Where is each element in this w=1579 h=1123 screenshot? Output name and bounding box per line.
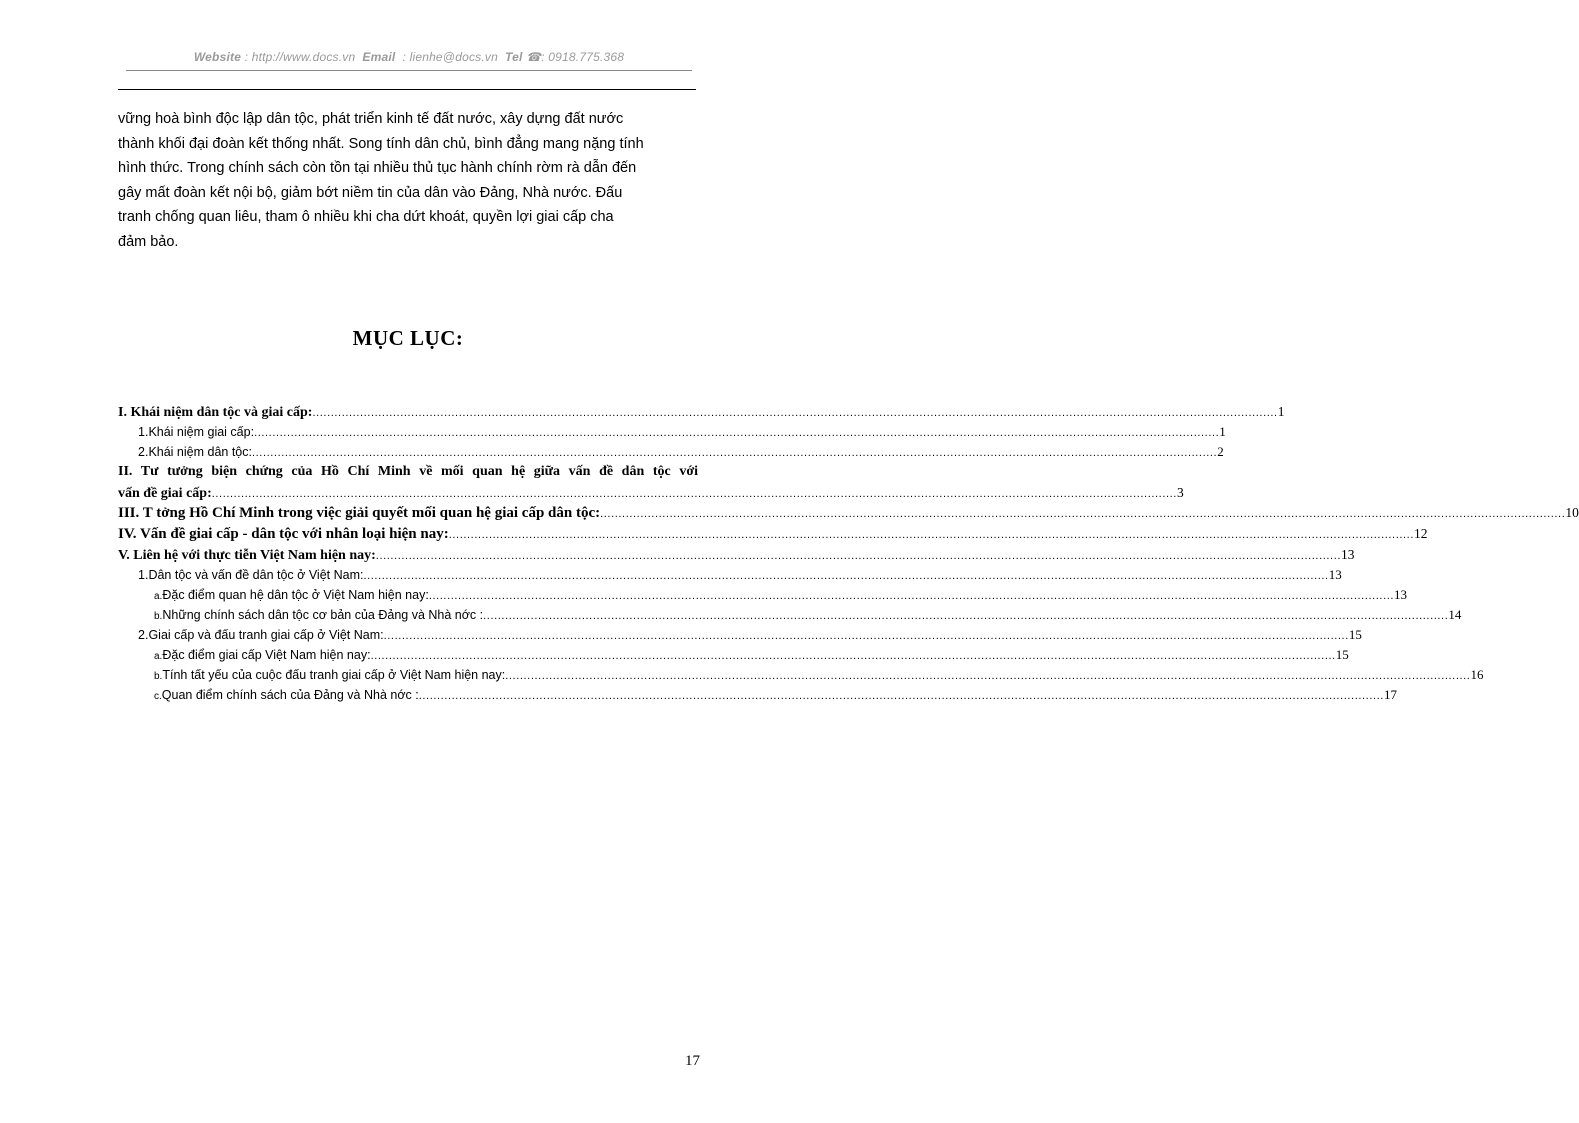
toc-entry[interactable]	[118, 424, 1226, 444]
toc-entry-number: 1.	[138, 425, 149, 439]
body-paragraph	[118, 107, 698, 254]
toc-entry[interactable]	[118, 627, 1362, 647]
body-line: hình thức. Trong chính sách còn tồn tại nhiều thủ tục hành chính rờm rà dẫn đến	[118, 160, 637, 176]
toc-entry-page: 1	[1219, 424, 1226, 439]
toc-entry-label: V. Liên hệ với thực tiễn Việt Nam hiện nay:	[118, 548, 376, 563]
toc-leader	[483, 608, 1448, 622]
toc-entry-number: 2.	[138, 445, 149, 459]
toc-entry-number: a.	[154, 591, 163, 602]
page-header	[126, 50, 692, 64]
table-of-contents	[118, 404, 1579, 707]
toc-entry-page: 15	[1335, 647, 1349, 662]
toc-entry[interactable]	[118, 444, 1224, 464]
body-line: đảm bảo.	[118, 233, 179, 250]
tel-value: : 0918.775.368	[541, 50, 625, 64]
toc-entry-number: 2.	[138, 628, 149, 642]
phone-icon: ☎	[526, 50, 542, 64]
toc-entry-label: I. Khái niệm dân tộc và giai cấp:	[118, 405, 313, 420]
toc-leader	[252, 445, 1217, 459]
body-line: gây mất đoàn kết nội bộ, giảm bớt niềm tin của dân vào Đảng, Nhà nước. Đấu	[118, 184, 623, 201]
toc-leader	[429, 588, 1394, 602]
toc-entry-number: c.	[154, 691, 162, 702]
toc-entry[interactable]	[118, 667, 1484, 687]
tel-label: Tel	[505, 50, 523, 64]
toc-entry-label: vấn đề giai cấp:	[118, 486, 212, 501]
toc-entry-page: 3	[1176, 485, 1184, 500]
toc-leader	[376, 548, 1341, 564]
toc-entry[interactable]	[118, 587, 1408, 607]
toc-leader	[384, 628, 1349, 642]
toc-entry-first-line[interactable]: II. Tư tưởng biện chứng của Hồ Chí Minh về mối quan hệ giữa vấn đề dân tộc với	[118, 464, 698, 479]
toc-entry-page: 2	[1217, 444, 1224, 459]
toc-leader	[449, 526, 1414, 543]
body-line: vững hoà bình độc lập dân tộc, phát triển kinh tế đất nước, xây dựng đất nước	[118, 111, 624, 127]
toc-leader	[419, 688, 1384, 702]
toc-entry-label: III. T tởng Hồ Chí Minh trong việc giải quyết mối quan hệ giai cấp dân tộc:	[118, 505, 601, 521]
toc-entry-number: b.	[154, 611, 163, 622]
toc-entry-page: 13	[1341, 547, 1355, 562]
toc-entry-label: Tính tất yếu của cuộc đấu tranh giai cấp ở Việt Nam hiện nay:	[162, 668, 506, 682]
toc-entry-label: Đặc điểm quan hệ dân tộc ở Việt Nam hiện nay:	[162, 588, 429, 602]
toc-entry-label: IV. Vấn đề giai cấp - dân tộc với nhân loại hiện nay:	[118, 526, 449, 542]
toc-entry[interactable]	[118, 505, 1579, 526]
toc-entry-label: Quan điểm chính sách của Đảng và Nhà nớc :	[161, 688, 419, 702]
page-number: 17	[685, 1053, 700, 1069]
toc-leader	[363, 568, 1328, 582]
toc-entry-label: Đặc điểm giai cấp Việt Nam hiện nay:	[162, 648, 371, 662]
toc-leader	[254, 425, 1219, 439]
toc-title: MỤC LỤC:	[352, 326, 464, 350]
toc-entry-label: Giai cấp và đấu tranh giai cấp ở Việt Nam:	[148, 628, 384, 642]
toc-entry-page: 13	[1394, 587, 1408, 602]
toc-entry-page: 16	[1470, 667, 1484, 682]
website-label: Website	[193, 50, 242, 64]
toc-entry-page: 15	[1348, 627, 1362, 642]
header-rule	[126, 70, 692, 71]
toc-entry-page: 1	[1277, 404, 1285, 419]
toc-entry-label: Khái niệm giai cấp:	[148, 425, 255, 439]
body-line: thành khối đại đoàn kết thống nhất. Song tính dân chủ, bình đẳng mang nặng tính	[118, 135, 644, 152]
toc-entry[interactable]	[118, 687, 1397, 707]
email-value: : lienhe@docs.vn	[402, 50, 498, 64]
toc-leader	[600, 505, 1565, 522]
toc-entry-label: Những chính sách dân tộc cơ bản của Đảng và Nhà nớc :	[162, 608, 484, 622]
body-line: tranh chống quan liêu, tham ô nhiều khi cha dứt khoát, quyền lợi giai cấp cha	[118, 209, 614, 225]
toc-entry-page: 14	[1448, 607, 1462, 622]
toc-entry-number: a.	[154, 651, 163, 662]
toc-entry[interactable]	[118, 404, 1285, 424]
toc-entry-label: Dân tộc và vấn đề dân tộc ở Việt Nam:	[148, 568, 364, 582]
toc-leader	[312, 405, 1277, 421]
toc-leader	[212, 486, 1177, 502]
toc-leader	[371, 648, 1336, 662]
toc-entry[interactable]	[118, 567, 1342, 587]
toc-entry[interactable]	[118, 547, 1355, 567]
website-value: : http://www.docs.vn	[244, 50, 356, 64]
toc-entry-page: 12	[1413, 526, 1428, 541]
toc-entry-page: 17	[1383, 687, 1397, 702]
toc-entry-page: 10	[1565, 505, 1579, 520]
toc-leader	[505, 668, 1470, 682]
toc-entry-number: b.	[154, 671, 163, 682]
toc-entry-number: 1.	[138, 568, 149, 582]
email-label: Email	[362, 50, 396, 64]
header-divider	[118, 89, 696, 90]
toc-entry[interactable]	[118, 607, 1462, 627]
toc-entry[interactable]	[118, 647, 1349, 667]
toc-entry[interactable]	[118, 485, 1184, 505]
toc-entry[interactable]	[118, 526, 1428, 547]
toc-entry-page: 13	[1328, 567, 1342, 582]
toc-entry-label: Khái niệm dân tộc:	[148, 445, 252, 459]
